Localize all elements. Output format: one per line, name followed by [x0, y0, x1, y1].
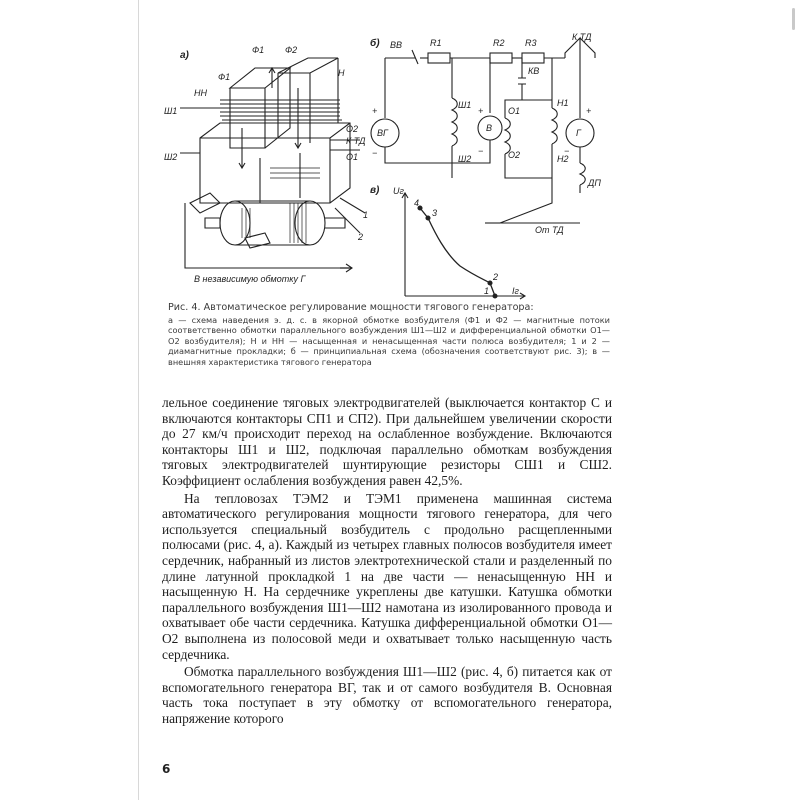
panel-a-label: а): [180, 50, 189, 61]
panel-b-from-td-label: От ТД: [535, 225, 564, 235]
panel-b-r1-label: R1: [430, 38, 442, 48]
panel-a-labels: [164, 45, 368, 284]
panel-b-vg-label: ВГ: [377, 128, 388, 138]
panel-a-phi1-label: Ф1: [252, 45, 265, 55]
panel-a-nn-label: НН: [194, 88, 207, 98]
body-text: [162, 395, 612, 726]
panel-b-n2-label: Н2: [557, 154, 569, 164]
panel-v-y-axis-label: Uг: [393, 186, 404, 196]
panel-a-phi2-label: Ф2: [285, 45, 298, 55]
figure-4: [160, 28, 630, 300]
panel-b-sh2-label: Ш2: [458, 154, 472, 164]
panel-b-minus-v: −: [478, 146, 484, 156]
panel-a-o2-label: О2: [346, 124, 359, 134]
panel-v-labels: [370, 185, 520, 296]
panel-b-n1-label: Н1: [557, 98, 569, 108]
panel-b-ktd-label: К ТД: [572, 32, 592, 42]
panel-b-dp-label: ДП: [588, 178, 601, 188]
panel-b-r3-label: R3: [525, 38, 537, 48]
panel-a-sh2-label: Ш2: [164, 152, 178, 162]
panel-v-point-2: 2: [493, 272, 499, 282]
panel-b-o2-label: О2: [508, 150, 521, 160]
panel-a-phi1-inner-label: Ф1: [218, 72, 231, 82]
panel-b-minus-vg: −: [372, 148, 378, 158]
panel-b-label: б): [370, 38, 380, 49]
panel-a-num1-label: 1: [363, 210, 369, 220]
paragraph-1: лельное соединение тяговых электродвигателей (выключается контактор С и включаются контакторы СП1 и СП2). При дальнейшем увеличении скорости до 27 км/ч происходит переход на ослабленное возбуждение. Включаются контакторы Ш1 и Ш2, подключая параллельно обмоткам возбуждения тяговых электродвигателей шунтирующие резисторы СШ1 и СШ2. Коэффициент ослабления возбуждения равен 42,5%.: [162, 395, 612, 488]
panel-b-plus-g: +: [586, 106, 592, 116]
page-edge: [138, 0, 139, 800]
panel-b-r2-label: R2: [493, 38, 505, 48]
panel-a-num2-label: 2: [358, 232, 364, 242]
figure-4-drawing: [160, 28, 630, 300]
panel-v-point-4: 4: [414, 198, 420, 208]
paragraph-3: Обмотка параллельного возбуждения Ш1—Ш2 (рис. 4, б) питается как от вспомогательного генератора ВГ, так и от самого возбудителя В. Основная часть тока поступает в эту обмотку от вспомогательного генератора, напряжение которого: [162, 664, 612, 726]
panel-b-sh1-label: Ш1: [458, 100, 472, 110]
panel-b-v-label: В: [486, 123, 493, 133]
panel-b-vv-label: ВВ: [390, 40, 403, 50]
figure-caption: [168, 302, 610, 367]
panel-a-sh1-label: Ш1: [164, 106, 178, 116]
panel-a-o1-label: О1: [346, 152, 359, 162]
caption-title: Рис. 4. Автоматическое регулирование мощности тягового генератора:: [168, 302, 534, 313]
panel-b-kv-label: КВ: [528, 66, 540, 76]
panel-a-drawing: [180, 58, 365, 272]
panel-b-minus-g: −: [564, 146, 570, 156]
panel-v-point-3: 3: [432, 208, 438, 218]
panel-b-plus-v: +: [478, 106, 484, 116]
caption-body: а — схема наведения э. д. с. в якорной обмотке возбудителя (Ф1 и Ф2 — магнитные потоки соответственно обмотки параллельного возбуждения Ш1—Ш2 и дифференциальной обмотки О1—О2 возбудителя); Н и НН — насыщенная и ненасыщенная части полюса возбудителя; 1 и 2 — диамагнитные прокладки; б — принципиальная схема (обозначения соответствуют рис. 3); в — внешняя характеристика тягового генератора: [168, 315, 610, 367]
panel-a-ktd-label: К ТД: [346, 136, 366, 146]
panel-v-drawing: [402, 193, 525, 299]
panel-v-x-axis-label: Iг: [512, 286, 519, 296]
panel-b-g-label: Г: [576, 128, 581, 138]
panel-b-plus-vg: +: [372, 106, 378, 116]
paragraph-2: На тепловозах ТЭМ2 и ТЭМ1 применена машинная система автоматического регулирования мощности тягового генератора, для чего используется специальный возбудитель с продольно расщепленными полюсами (рис. 4, а). Каждый из четырех главных полюсов возбудителя имеет сердечник, набранный из листов электротехнической стали и разделенный по длине латунной прокладкой 1 на две части — ненасыщенную НН и насыщенную Н. На сердечнике укреплены две катушки. Катушка обмотки параллельного возбуждения Ш1—Ш2 намотана из изолированного провода и охватывает обе части сердечника. Катушка дифференциальной обмотки О1—О2 выполнена из полосовой меди и охватывает только насыщенную часть сердечника.: [162, 490, 612, 662]
panel-a-n-label: Н: [338, 68, 345, 78]
panel-v-point-1: 1: [484, 286, 490, 296]
scroll-indicator[interactable]: [792, 8, 795, 30]
panel-b-o1-label: О1: [508, 106, 521, 116]
panel-v-label: в): [370, 185, 380, 196]
page-number: 6: [162, 762, 171, 776]
panel-a-to-field-label: В независимую обмотку Г: [194, 274, 306, 284]
